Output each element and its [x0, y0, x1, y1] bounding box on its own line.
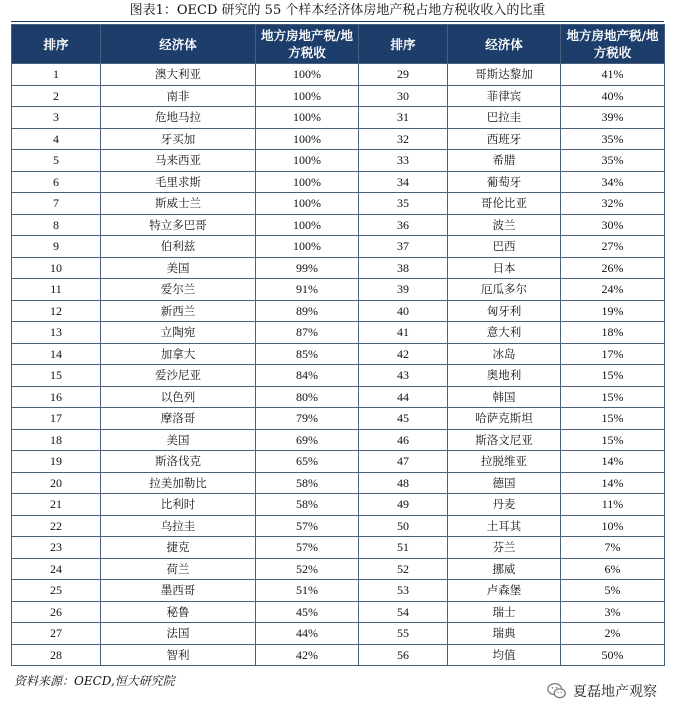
rank-cell: 27 — [12, 623, 101, 645]
header-share-left: 地方房地产税/地方税收 — [256, 25, 359, 64]
share-cell: 34% — [561, 171, 665, 193]
share-cell: 32% — [561, 193, 665, 215]
economy-cell: 瑞典 — [448, 623, 561, 645]
share-cell: 27% — [561, 236, 665, 258]
rank-cell: 37 — [359, 236, 448, 258]
rank-cell: 35 — [359, 193, 448, 215]
rank-cell: 6 — [12, 171, 101, 193]
share-cell: 100% — [256, 85, 359, 107]
economy-cell: 西班牙 — [448, 128, 561, 150]
share-cell: 6% — [561, 558, 665, 580]
table-title: 图表1：OECD 研究的 55 个样本经济体房地产税占地方税收收入的比重 — [129, 3, 546, 18]
share-cell: 14% — [561, 451, 665, 473]
share-cell: 100% — [256, 236, 359, 258]
table-row — [12, 408, 665, 430]
rank-cell: 54 — [359, 601, 448, 623]
table-row — [12, 300, 665, 322]
rank-cell: 3 — [12, 107, 101, 129]
rank-cell: 48 — [359, 472, 448, 494]
share-cell: 19% — [561, 300, 665, 322]
economy-cell: 卢森堡 — [448, 580, 561, 602]
header-economy-left: 经济体 — [101, 25, 256, 64]
economy-cell: 巴西 — [448, 236, 561, 258]
share-cell: 85% — [256, 343, 359, 365]
table-row — [12, 343, 665, 365]
share-cell: 100% — [256, 171, 359, 193]
rank-cell: 18 — [12, 429, 101, 451]
economy-cell: 牙买加 — [101, 128, 256, 150]
table-row — [12, 429, 665, 451]
share-cell: 35% — [561, 150, 665, 172]
rank-cell: 10 — [12, 257, 101, 279]
economy-cell: 比利时 — [101, 494, 256, 516]
share-cell: 57% — [256, 537, 359, 559]
rank-cell: 19 — [12, 451, 101, 473]
table-row — [12, 386, 665, 408]
rank-cell: 8 — [12, 214, 101, 236]
economy-cell: 拉脱维亚 — [448, 451, 561, 473]
share-cell: 99% — [256, 257, 359, 279]
economy-cell: 德国 — [448, 472, 561, 494]
share-cell: 11% — [561, 494, 665, 516]
rank-cell: 28 — [12, 644, 101, 666]
rank-cell: 21 — [12, 494, 101, 516]
rank-cell: 42 — [359, 343, 448, 365]
share-cell: 100% — [256, 64, 359, 86]
share-cell: 100% — [256, 193, 359, 215]
table-row — [12, 150, 665, 172]
rank-cell: 56 — [359, 644, 448, 666]
share-cell: 58% — [256, 472, 359, 494]
share-cell: 89% — [256, 300, 359, 322]
rank-cell: 38 — [359, 257, 448, 279]
rank-cell: 14 — [12, 343, 101, 365]
rank-cell: 53 — [359, 580, 448, 602]
table-row — [12, 558, 665, 580]
rank-cell: 11 — [12, 279, 101, 301]
table-row — [12, 644, 665, 666]
rank-cell: 20 — [12, 472, 101, 494]
share-cell: 42% — [256, 644, 359, 666]
economy-cell: 哥伦比亚 — [448, 193, 561, 215]
economy-cell: 挪威 — [448, 558, 561, 580]
share-cell: 10% — [561, 515, 665, 537]
share-cell: 58% — [256, 494, 359, 516]
table-row — [12, 64, 665, 86]
rank-cell: 24 — [12, 558, 101, 580]
economy-cell: 毛里求斯 — [101, 171, 256, 193]
share-cell: 65% — [256, 451, 359, 473]
economy-cell: 瑞士 — [448, 601, 561, 623]
economy-cell: 智利 — [101, 644, 256, 666]
rank-cell: 52 — [359, 558, 448, 580]
table-row — [12, 214, 665, 236]
economy-cell: 斯威士兰 — [101, 193, 256, 215]
rank-cell: 44 — [359, 386, 448, 408]
share-cell: 26% — [561, 257, 665, 279]
table-row — [12, 580, 665, 602]
rank-cell: 15 — [12, 365, 101, 387]
economy-cell: 美国 — [101, 257, 256, 279]
wechat-icon — [546, 680, 568, 702]
economy-cell: 澳大利亚 — [101, 64, 256, 86]
watermark — [546, 680, 657, 702]
rank-cell: 47 — [359, 451, 448, 473]
property-tax-table — [11, 24, 665, 666]
rank-cell: 30 — [359, 85, 448, 107]
economy-cell: 荷兰 — [101, 558, 256, 580]
table-row — [12, 171, 665, 193]
rank-cell: 23 — [12, 537, 101, 559]
economy-cell: 丹麦 — [448, 494, 561, 516]
rank-cell: 29 — [359, 64, 448, 86]
source-note: 资料来源：OECD,恒大研究院 — [14, 674, 175, 688]
rank-cell: 5 — [12, 150, 101, 172]
economy-cell: 巴拉圭 — [448, 107, 561, 129]
share-cell: 30% — [561, 214, 665, 236]
share-cell: 79% — [256, 408, 359, 430]
economy-cell: 葡萄牙 — [448, 171, 561, 193]
economy-cell: 南非 — [101, 85, 256, 107]
rank-cell: 40 — [359, 300, 448, 322]
rank-cell: 34 — [359, 171, 448, 193]
header-rank-left: 排序 — [12, 25, 101, 64]
economy-cell: 均值 — [448, 644, 561, 666]
economy-cell: 意大利 — [448, 322, 561, 344]
economy-cell: 菲律宾 — [448, 85, 561, 107]
table-row — [12, 365, 665, 387]
share-cell: 69% — [256, 429, 359, 451]
economy-cell: 秘鲁 — [101, 601, 256, 623]
share-cell: 24% — [561, 279, 665, 301]
table-row — [12, 537, 665, 559]
economy-cell: 波兰 — [448, 214, 561, 236]
economy-cell: 特立多巴哥 — [101, 214, 256, 236]
table-row — [12, 515, 665, 537]
economy-cell: 墨西哥 — [101, 580, 256, 602]
economy-cell: 立陶宛 — [101, 322, 256, 344]
economy-cell: 土耳其 — [448, 515, 561, 537]
rank-cell: 39 — [359, 279, 448, 301]
table-row — [12, 128, 665, 150]
economy-cell: 马来西亚 — [101, 150, 256, 172]
economy-cell: 冰岛 — [448, 343, 561, 365]
table-row — [12, 451, 665, 473]
table-row — [12, 623, 665, 645]
rank-cell: 26 — [12, 601, 101, 623]
share-cell: 50% — [561, 644, 665, 666]
table-row — [12, 236, 665, 258]
rank-cell: 16 — [12, 386, 101, 408]
economy-cell: 爱尔兰 — [101, 279, 256, 301]
economy-cell: 斯洛文尼亚 — [448, 429, 561, 451]
share-cell: 15% — [561, 386, 665, 408]
rank-cell: 1 — [12, 64, 101, 86]
rank-cell: 43 — [359, 365, 448, 387]
rank-cell: 17 — [12, 408, 101, 430]
rank-cell: 41 — [359, 322, 448, 344]
economy-cell: 加拿大 — [101, 343, 256, 365]
rank-cell: 55 — [359, 623, 448, 645]
economy-cell: 法国 — [101, 623, 256, 645]
header-economy-right: 经济体 — [448, 25, 561, 64]
rank-cell: 7 — [12, 193, 101, 215]
rank-cell: 13 — [12, 322, 101, 344]
share-cell: 7% — [561, 537, 665, 559]
share-cell: 57% — [256, 515, 359, 537]
economy-cell: 捷克 — [101, 537, 256, 559]
table-row — [12, 322, 665, 344]
header-share-right: 地方房地产税/地方税收 — [561, 25, 665, 64]
economy-cell: 希腊 — [448, 150, 561, 172]
economy-cell: 伯利兹 — [101, 236, 256, 258]
economy-cell: 日本 — [448, 257, 561, 279]
share-cell: 52% — [256, 558, 359, 580]
economy-cell: 新西兰 — [101, 300, 256, 322]
header-rank-right: 排序 — [359, 25, 448, 64]
share-cell: 80% — [256, 386, 359, 408]
rank-cell: 22 — [12, 515, 101, 537]
table-row — [12, 107, 665, 129]
economy-cell: 奥地利 — [448, 365, 561, 387]
share-cell: 14% — [561, 472, 665, 494]
economy-cell: 危地马拉 — [101, 107, 256, 129]
share-cell: 84% — [256, 365, 359, 387]
share-cell: 44% — [256, 623, 359, 645]
share-cell: 2% — [561, 623, 665, 645]
economy-cell: 爱沙尼亚 — [101, 365, 256, 387]
economy-cell: 以色列 — [101, 386, 256, 408]
rank-cell: 45 — [359, 408, 448, 430]
economy-cell: 哈萨克斯坦 — [448, 408, 561, 430]
economy-cell: 韩国 — [448, 386, 561, 408]
rank-cell: 32 — [359, 128, 448, 150]
rank-cell: 4 — [12, 128, 101, 150]
share-cell: 100% — [256, 128, 359, 150]
rank-cell: 33 — [359, 150, 448, 172]
share-cell: 15% — [561, 365, 665, 387]
economy-cell: 芬兰 — [448, 537, 561, 559]
table-row — [12, 279, 665, 301]
rank-cell: 36 — [359, 214, 448, 236]
watermark-text: 夏磊地产观察 — [573, 684, 657, 700]
rank-cell: 51 — [359, 537, 448, 559]
share-cell: 15% — [561, 408, 665, 430]
rank-cell: 46 — [359, 429, 448, 451]
share-cell: 5% — [561, 580, 665, 602]
economy-cell: 斯洛伐克 — [101, 451, 256, 473]
share-cell: 100% — [256, 214, 359, 236]
share-cell: 45% — [256, 601, 359, 623]
table-row — [12, 472, 665, 494]
table-row — [12, 494, 665, 516]
economy-cell: 摩洛哥 — [101, 408, 256, 430]
share-cell: 18% — [561, 322, 665, 344]
table-row — [12, 193, 665, 215]
share-cell: 3% — [561, 601, 665, 623]
share-cell: 39% — [561, 107, 665, 129]
rank-cell: 50 — [359, 515, 448, 537]
share-cell: 35% — [561, 128, 665, 150]
share-cell: 41% — [561, 64, 665, 86]
rank-cell: 12 — [12, 300, 101, 322]
economy-cell: 拉美加勒比 — [101, 472, 256, 494]
share-cell: 100% — [256, 150, 359, 172]
economy-cell: 乌拉圭 — [101, 515, 256, 537]
table-row — [12, 85, 665, 107]
table-row — [12, 601, 665, 623]
rank-cell: 25 — [12, 580, 101, 602]
rank-cell: 2 — [12, 85, 101, 107]
rank-cell: 9 — [12, 236, 101, 258]
table-row — [12, 257, 665, 279]
share-cell: 87% — [256, 322, 359, 344]
economy-cell: 美国 — [101, 429, 256, 451]
share-cell: 51% — [256, 580, 359, 602]
economy-cell: 厄瓜多尔 — [448, 279, 561, 301]
rank-cell: 49 — [359, 494, 448, 516]
share-cell: 17% — [561, 343, 665, 365]
rank-cell: 31 — [359, 107, 448, 129]
share-cell: 15% — [561, 429, 665, 451]
share-cell: 91% — [256, 279, 359, 301]
economy-cell: 匈牙利 — [448, 300, 561, 322]
table-header-row — [12, 25, 665, 64]
title-divider — [11, 21, 664, 22]
share-cell: 100% — [256, 107, 359, 129]
share-cell: 40% — [561, 85, 665, 107]
economy-cell: 哥斯达黎加 — [448, 64, 561, 86]
